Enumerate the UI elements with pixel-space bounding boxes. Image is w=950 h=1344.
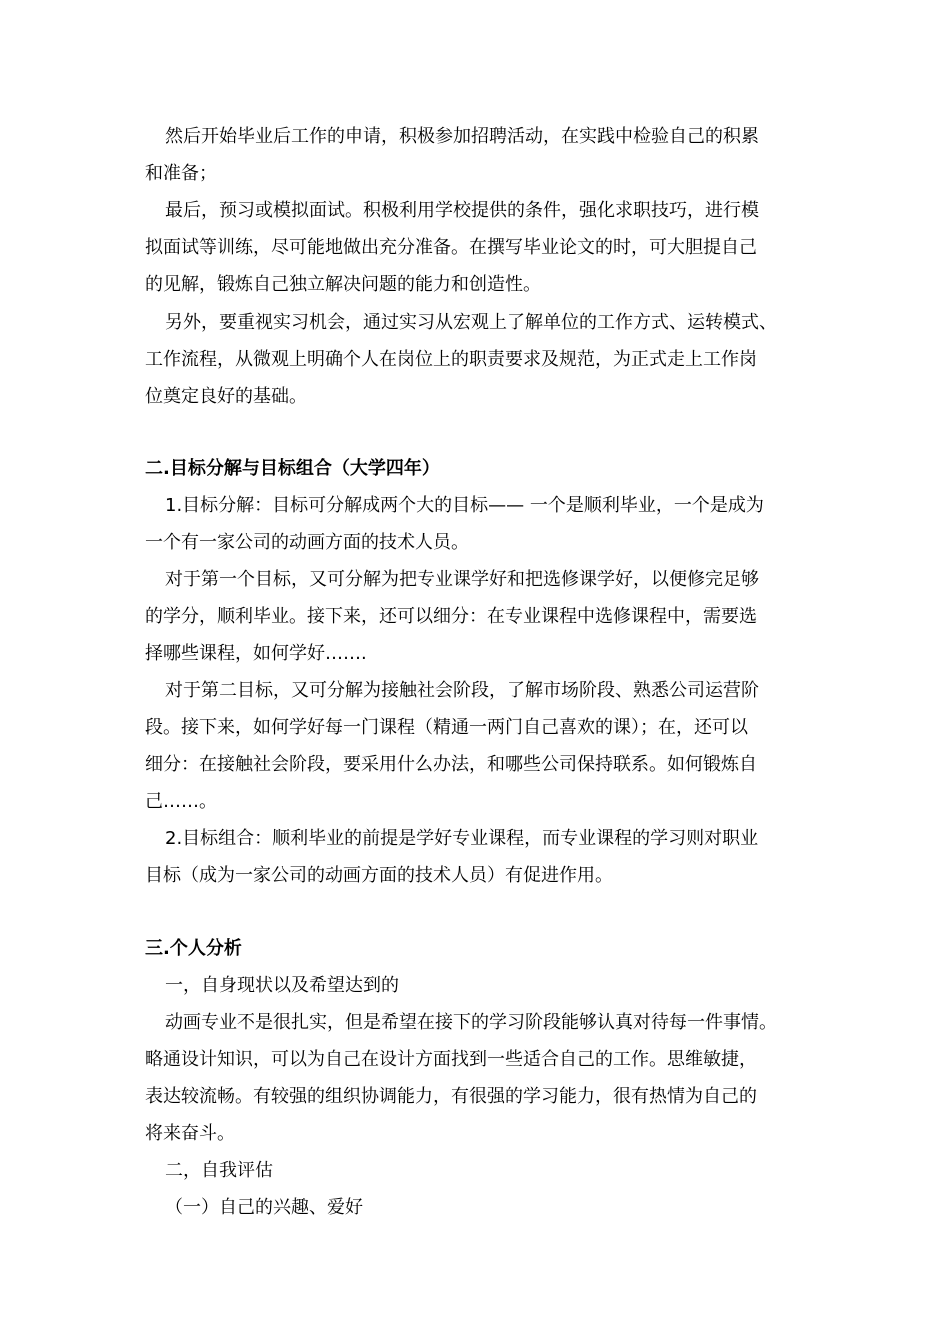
paragraph-self-description — [145, 1004, 825, 1152]
subheading-interests: （一）自己的兴趣、爱好 — [165, 1197, 363, 1218]
paragraph-internship — [145, 304, 825, 415]
text-line: 对于第一个目标，又可分解为把专业课学好和把选修课学好，以便修完足够 — [165, 569, 759, 590]
text-line: 工作流程，从微观上明确个人在岗位上的职责要求及规范，为正式走上工作岗 — [145, 349, 757, 370]
text-line: 的学分，顺利毕业。接下来，还可以细分：在专业课程中选修课程中，需要选 — [145, 606, 757, 627]
text-line: 1.目标分解：目标可分解成两个大的目标—— 一个是顺利毕业，一个是成为 — [165, 495, 764, 516]
text-line: 和准备； — [145, 163, 217, 184]
text-line: 位奠定良好的基础。 — [145, 386, 307, 407]
text-line: 对于第二目标，又可分解为接触社会阶段，了解市场阶段、熟悉公司运营阶 — [165, 680, 759, 701]
text-line: 最后，预习或模拟面试。积极利用学校提供的条件，强化求职技巧，进行模 — [165, 200, 759, 221]
text-line: 拟面试等训练，尽可能地做出充分准备。在撰写毕业论文的时，可大胆提自己 — [145, 237, 757, 258]
text-line: 另外，要重视实习机会，通过实习从宏观上了解单位的工作方式、运转模式、 — [165, 312, 777, 333]
text-line: 择哪些课程，如何学好……. — [145, 643, 367, 664]
paragraph-goal-decomposition — [145, 487, 825, 561]
text-line: 的见解，锻炼自己独立解决问题的能力和创造性。 — [145, 274, 541, 295]
text-line: 表达较流畅。有较强的组织协调能力，有很强的学习能力，很有热情为自己的 — [145, 1086, 757, 1107]
text-line: 然后开始毕业后工作的申请，积极参加招聘活动，在实践中检验自己的积累 — [165, 126, 759, 147]
paragraph-application — [145, 118, 825, 192]
subheading-current-status: 一，自身现状以及希望达到的 — [165, 975, 399, 996]
text-line: 一个有一家公司的动画方面的技术人员。 — [145, 532, 469, 553]
paragraph-interview — [145, 192, 825, 303]
text-line: 略通设计知识，可以为自己在设计方面找到一些适合自己的工作。思维敏捷， — [145, 1049, 757, 1070]
text-line: 将来奋斗。 — [145, 1123, 235, 1144]
paragraph-goal-combination — [145, 820, 825, 894]
subheading-self-evaluation: 二，自我评估 — [165, 1160, 273, 1181]
text-line: 细分：在接触社会阶段，要采用什么办法，和哪些公司保持联系。如何锻炼自 — [145, 754, 757, 775]
section-heading-goals: 二.目标分解与目标组合（大学四年） — [145, 458, 440, 479]
text-line: 己……。 — [145, 791, 217, 812]
text-line: 段。接下来，如何学好每一门课程（精通一两门自己喜欢的课）；在，还可以 — [145, 717, 748, 738]
paragraph-second-goal — [145, 672, 825, 820]
paragraph-first-goal — [145, 561, 825, 672]
text-line: 2.目标组合：顺利毕业的前提是学好专业课程，而专业课程的学习则对职业 — [165, 828, 759, 849]
section-heading-personal-analysis: 三.个人分析 — [145, 938, 242, 959]
text-line: 目标（成为一家公司的动画方面的技术人员）有促进作用。 — [145, 865, 613, 886]
text-line: 动画专业不是很扎实，但是希望在接下的学习阶段能够认真对待每一件事情。 — [165, 1012, 777, 1033]
